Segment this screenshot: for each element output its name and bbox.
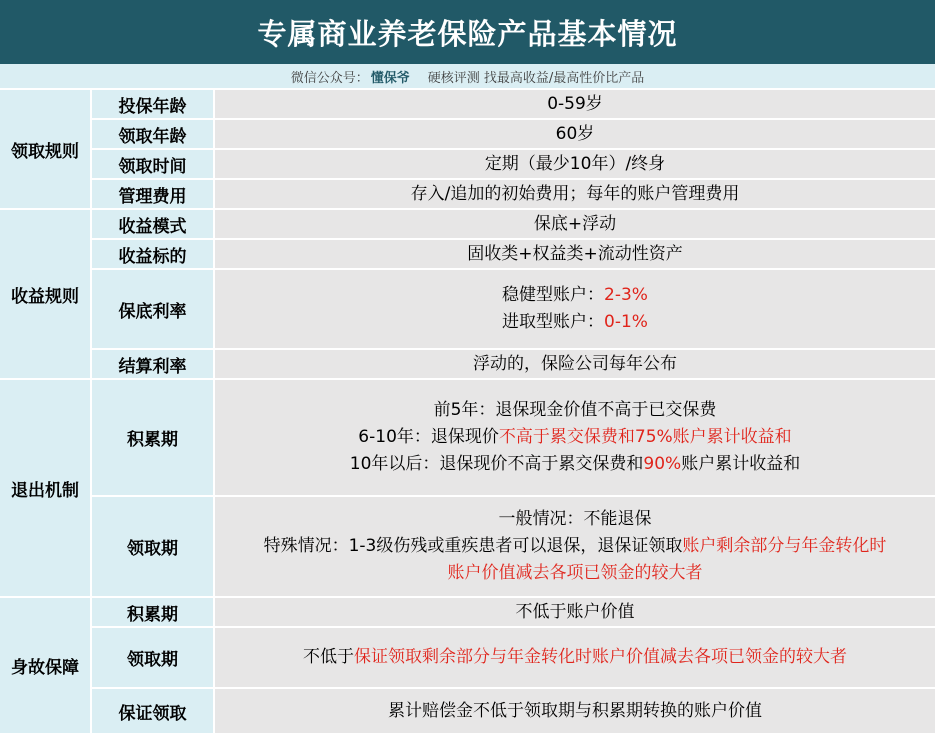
category-claim-rules: 领取规则 [0,90,90,208]
exit-payout-line-2-prefix: 特殊情况：1-3级伤残或重疾患者可以退保，退保证领取 [263,536,683,556]
value-settlement-rate: 浮动的，保险公司每年公布 [215,350,935,378]
death-payout-highlight: 保证领取剩余部分与年金转化时账户价值减去各项已领金的较大者 [354,647,847,667]
exit-payout-line-1: 一般情况：不能退保 [498,509,652,529]
category-death-benefit: 身故保障 [0,598,90,733]
category-exit: 退出机制 [0,380,90,596]
label-management-fee: 管理费用 [92,180,213,208]
page-title: 专属商业养老保险产品基本情况 [0,0,935,64]
aggressive-account-line [502,309,648,336]
value-return-mode: 保底+浮动 [215,210,935,238]
exit-acc-line-3-highlight: 90% [643,454,682,474]
value-claim-time: 定期（最少10年）/终身 [215,150,935,178]
value-exit-accumulation [215,380,935,495]
exit-payout-line-2 [264,533,887,560]
subtitle-prefix: 微信公众号： [290,70,369,86]
label-insure-age: 投保年龄 [92,90,213,118]
value-guaranteed-rate [215,270,935,348]
exit-payout-line-2-highlight: 账户剩余部分与年金转化时 [682,536,887,556]
stable-account-label: 稳健型账户： [502,285,605,305]
death-payout-prefix: 不低于 [303,647,354,667]
exit-acc-line-3-prefix: 10年以后：退保现价不高于累交保费和 [349,454,644,474]
value-death-accumulation: 不低于账户价值 [215,598,935,626]
value-death-payout [215,628,935,687]
death-payout-line [303,644,847,671]
aggressive-account-label: 进取型账户： [502,312,605,332]
label-settlement-rate: 结算利率 [92,350,213,378]
label-exit-accumulation: 积累期 [92,380,213,495]
label-return-mode: 收益模式 [92,210,213,238]
stable-account-rate: 2-3% [604,285,648,305]
exit-payout-line-3: 账户价值减去各项已领金的较大者 [447,563,703,583]
label-return-target: 收益标的 [92,240,213,268]
subtitle-bar [0,64,935,88]
exit-acc-line-3-suffix: 账户累计收益和 [681,454,801,474]
value-claim-age: 60岁 [215,120,935,148]
stable-account-line [502,282,648,309]
exit-acc-line-2-prefix: 6-10年：退保现价 [358,427,499,447]
subtitle-slogan: 硬核评测 找最高收益/最高性价比产品 [427,70,645,86]
value-return-target: 固收类+权益类+流动性资产 [215,240,935,268]
exit-acc-line-1: 前5年：退保现金价值不高于已交保费 [433,400,717,420]
label-claim-age: 领取年龄 [92,120,213,148]
label-guaranteed-rate: 保底利率 [92,270,213,348]
category-return-rules: 收益规则 [0,210,90,378]
label-exit-payout: 领取期 [92,497,213,596]
exit-acc-line-2 [358,424,791,451]
label-death-payout: 领取期 [92,628,213,687]
value-guaranteed-payout: 累计赔偿金不低于领取期与积累期转换的账户价值 [215,689,935,733]
value-management-fee: 存入/追加的初始费用；每年的账户管理费用 [215,180,935,208]
exit-acc-line-2-highlight: 不高于累交保费和75%账户累计收益和 [498,427,792,447]
label-claim-time: 领取时间 [92,150,213,178]
exit-acc-line-3 [350,451,800,478]
label-death-accumulation: 积累期 [92,598,213,626]
aggressive-account-rate: 0-1% [604,312,648,332]
subtitle-account: 懂保爷 [370,70,410,86]
value-insure-age: 0-59岁 [215,90,935,118]
label-guaranteed-payout: 保证领取 [92,689,213,733]
value-exit-payout [215,497,935,596]
